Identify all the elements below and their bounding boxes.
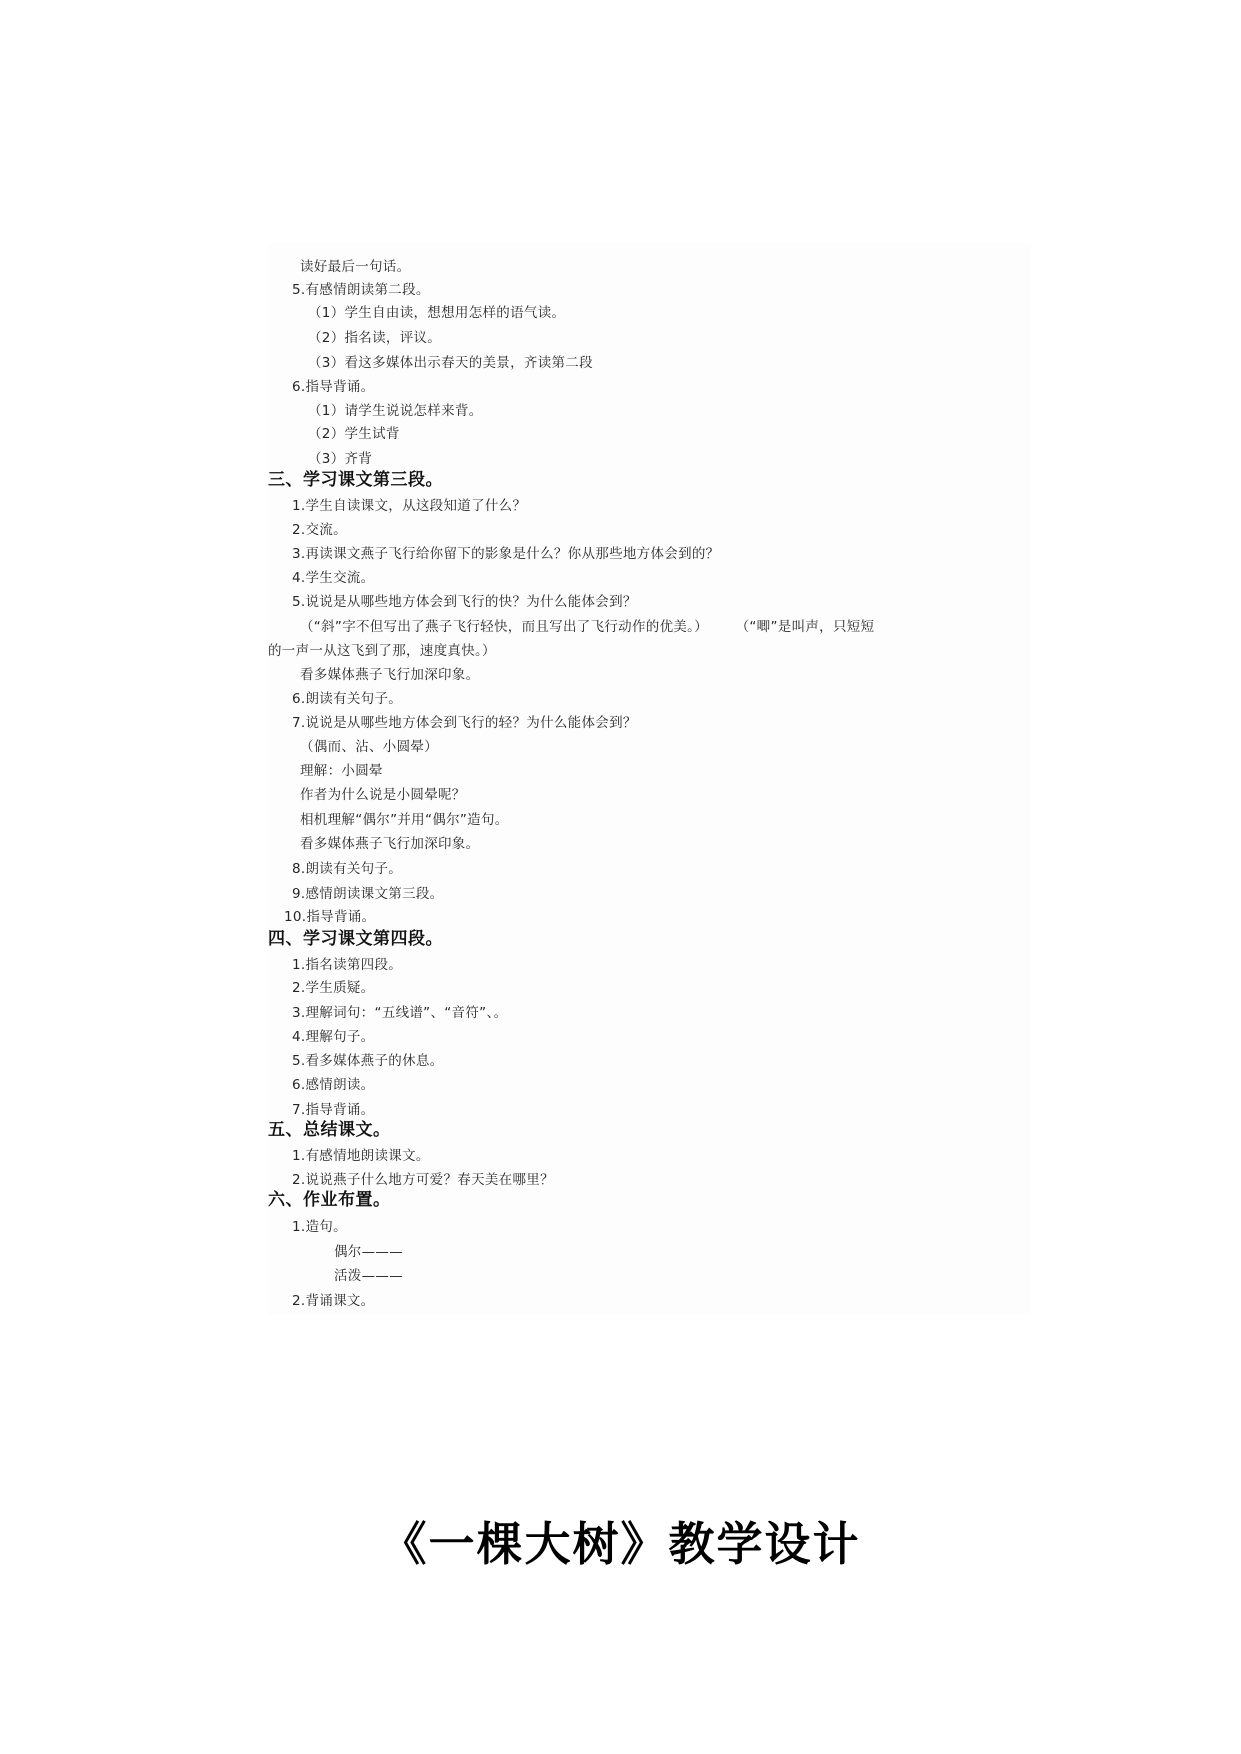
text-line: 1.学生自读课文，从这段知道了什么？: [292, 498, 527, 514]
section-heading: 三、学习课文第三段。: [268, 470, 443, 490]
text-line: 7.指导背诵。: [292, 1102, 375, 1118]
text-line: 5.看多媒体燕子的休息。: [292, 1053, 444, 1069]
text-line: 9.感情朗读课文第三段。: [292, 886, 444, 902]
text-line: （“斜”字不但写出了燕子飞行轻快，而且写出了飞行动作的优美。） （“唧”是叫声，只短短: [300, 619, 875, 635]
text-line: 理解：小圆晕: [300, 763, 383, 779]
text-line: 2.交流。: [292, 522, 347, 538]
section-heading: 五、总结课文。: [268, 1120, 391, 1140]
text-line: 2.学生质疑。: [292, 980, 375, 996]
text-line: （3）看这多媒体出示春天的美景，齐读第二段: [308, 355, 593, 371]
text-line: 作者为什么说是小圆晕呢？: [300, 787, 466, 803]
text-line: （偶而、沾、小圆晕）: [300, 739, 438, 755]
text-line: 偶尔———: [334, 1244, 403, 1260]
text-line: 7.说说是从哪些地方体会到飞行的轻？为什么能体会到？: [292, 715, 637, 731]
text-line: 6.指导背诵。: [292, 379, 375, 395]
text-line: 2.背诵课文。: [292, 1293, 375, 1309]
text-line: 1.造句。: [292, 1219, 347, 1235]
text-line: 8.朗读有关句子。: [292, 861, 403, 877]
section-heading: 六、作业布置。: [268, 1190, 391, 1210]
text-line: 4.学生交流。: [292, 570, 375, 586]
text-line: 5.说说是从哪些地方体会到飞行的快？为什么能体会到？: [292, 594, 637, 610]
text-line: 读好最后一句话。: [300, 259, 411, 275]
text-line: 的一声一从这飞到了那，速度真快。）: [268, 643, 496, 659]
text-line: 活泼———: [334, 1268, 403, 1284]
text-line: 5.有感情朗读第二段。: [292, 282, 430, 298]
text-line: 6.感情朗读。: [292, 1077, 375, 1093]
text-line: 4.理解句子。: [292, 1029, 375, 1045]
text-line: （2）指名读，评议。: [308, 330, 442, 346]
text-line: （2）学生试背: [308, 426, 400, 442]
text-line: 6.朗读有关句子。: [292, 691, 403, 707]
text-line: 3.再读课文燕子飞行给你留下的影象是什么？你从那些地方体会到的？: [292, 546, 720, 562]
text-line: 3.理解词句：“五线谱”、“音符”、。: [292, 1005, 508, 1021]
text-line: 1.指名读第四段。: [292, 957, 403, 973]
text-line: 1.有感情地朗读课文。: [292, 1148, 430, 1164]
text-line: （1）学生自由读，想想用怎样的语气读。: [308, 305, 566, 321]
text-line: 相机理解“偶尔”并用“偶尔”造句。: [300, 812, 509, 828]
text-line: 10.指导背诵。: [284, 909, 376, 925]
section-heading: 四、学习课文第四段。: [268, 929, 443, 949]
text-line: 2.说说燕子什么地方可爱？春天美在哪里？: [292, 1172, 554, 1188]
text-line: （3）齐背: [308, 451, 373, 467]
text-line: 看多媒体燕子飞行加深印象。: [300, 836, 480, 852]
text-line: （1）请学生说说怎样来背。: [308, 403, 483, 419]
document-title: 《一棵大树》教学设计: [380, 1517, 861, 1571]
text-line: 看多媒体燕子飞行加深印象。: [300, 667, 480, 683]
